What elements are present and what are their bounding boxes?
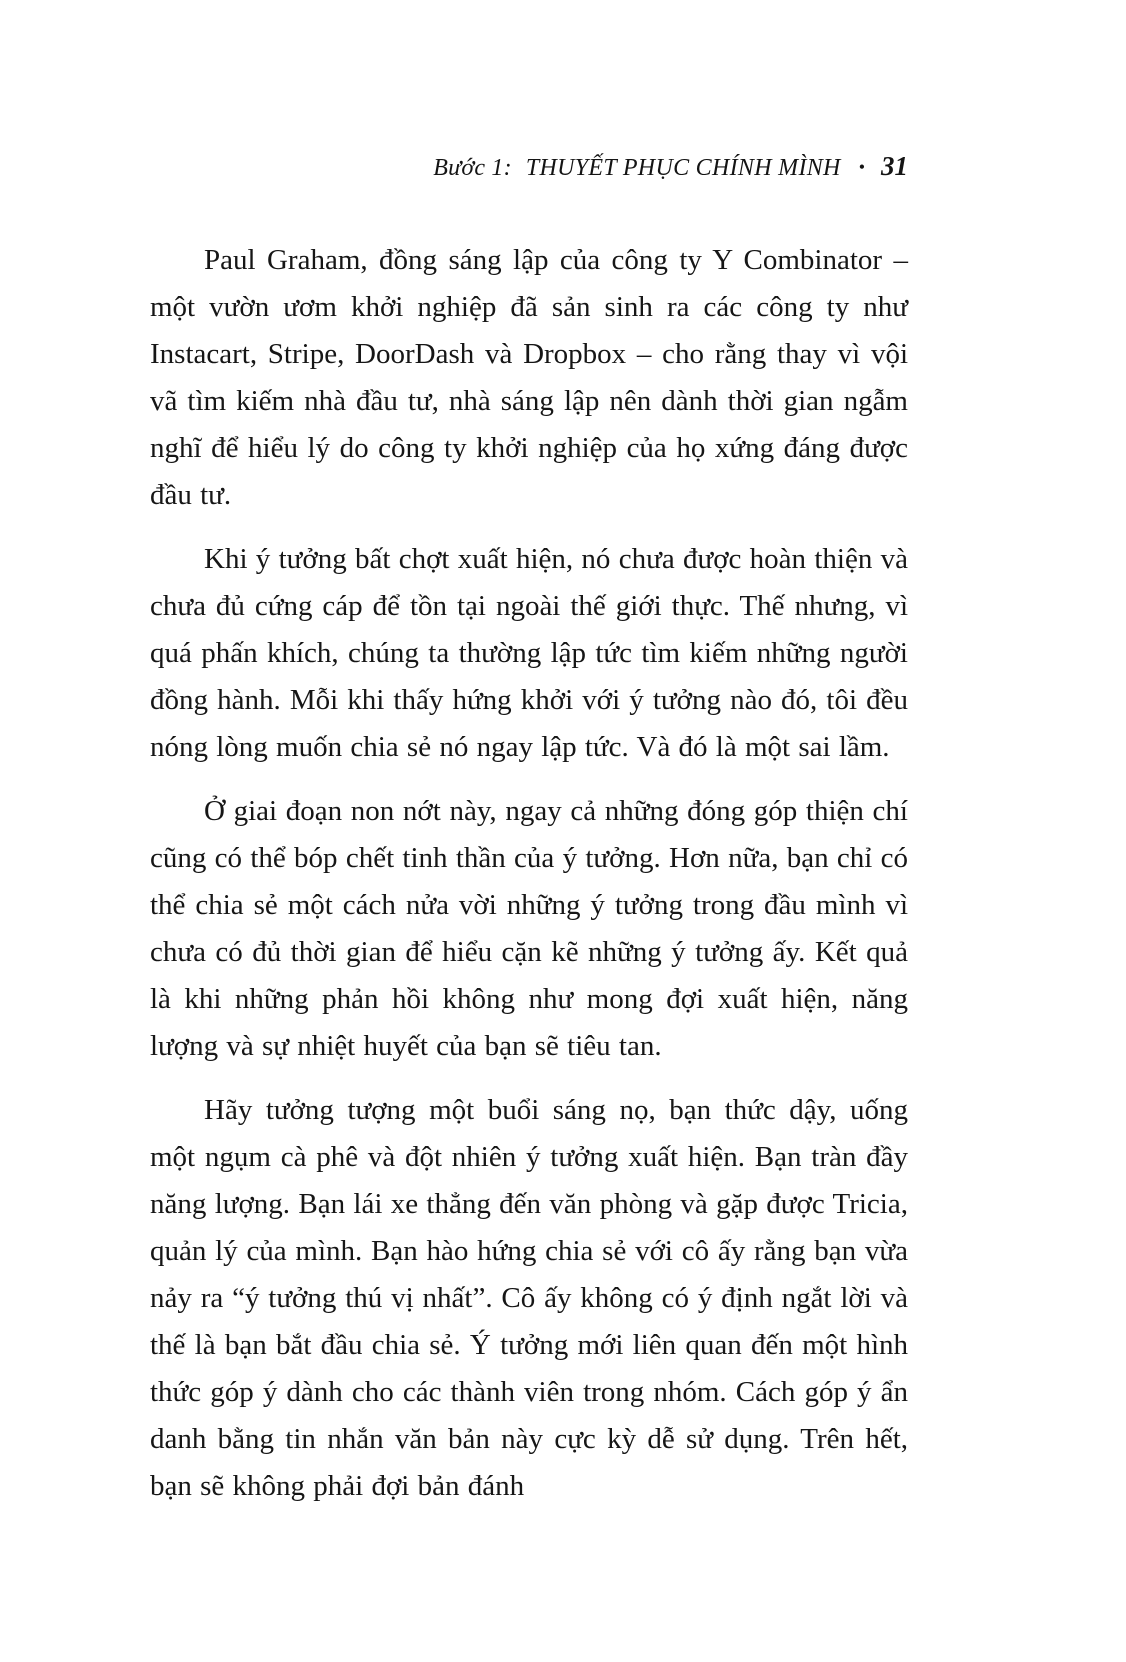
chapter-title: THUYẾT PHỤC CHÍNH MÌNH — [525, 155, 841, 181]
running-header — [150, 150, 908, 183]
chapter-label: Bước 1: — [433, 155, 512, 181]
paragraph-4: Hãy tưởng tượng một buổi sáng nọ, bạn thức dậy, uống một ngụm cà phê và đột nhiên ý tưởng xuất hiện. Bạn tràn đầy năng lượng. Bạn lái xe thẳng đến văn phòng và gặp được Tricia, quản lý của mình. Bạn hào hứng chia sẻ với cô ấy rằng bạn vừa nảy ra “ý tưởng thú vị nhất”. Cô ấy không có ý định ngắt lời và thế là bạn bắt đầu chia sẻ. Ý tưởng mới liên quan đến một hình thức góp ý dành cho các thành viên trong nhóm. Cách góp ý ẩn danh bằng tin nhắn văn bản này cực kỳ dễ sử dụng. Trên hết, bạn sẽ không phải đợi bản đánh — [150, 1093, 908, 1502]
page-number: 31 — [881, 151, 908, 181]
paragraph-3: Ở giai đoạn non nớt này, ngay cả những đóng góp thiện chí cũng có thể bóp chết tinh thần của ý tưởng. Hơn nữa, bạn chỉ có thể chia sẻ một cách nửa vời những ý tưởng trong đầu mình vì chưa có đủ thời gian để hiểu cặn kẽ những ý tưởng ấy. Kết quả là khi những phản hồi không như mong đợi xuất hiện, năng lượng và sự nhiệt huyết của bạn sẽ tiêu tan. — [150, 794, 908, 1062]
paragraph-1: Paul Graham, đồng sáng lập của công ty Y Combinator – một vườn ươm khởi nghiệp đã sản sinh ra các công ty như Instacart, Stripe, DoorDash và Dropbox – cho rằng thay vì vội vã tìm kiếm nhà đầu tư, nhà sáng lập nên dành thời gian ngẫm nghĩ để hiểu lý do công ty khởi nghiệp của họ xứng đáng được đầu tư. — [150, 243, 908, 511]
paragraph-2: Khi ý tưởng bất chợt xuất hiện, nó chưa được hoàn thiện và chưa đủ cứng cáp để tồn tại ngoài thế giới thực. Thế nhưng, vì quá phấn khích, chúng ta thường lập tức tìm kiếm những người đồng hành. Mỗi khi thấy hứng khởi với ý tưởng nào đó, tôi đều nóng lòng muốn chia sẻ nó ngay lập tức. Và đó là một sai lầm. — [150, 542, 908, 763]
header-separator: • — [858, 157, 865, 177]
page-body — [150, 237, 908, 1510]
